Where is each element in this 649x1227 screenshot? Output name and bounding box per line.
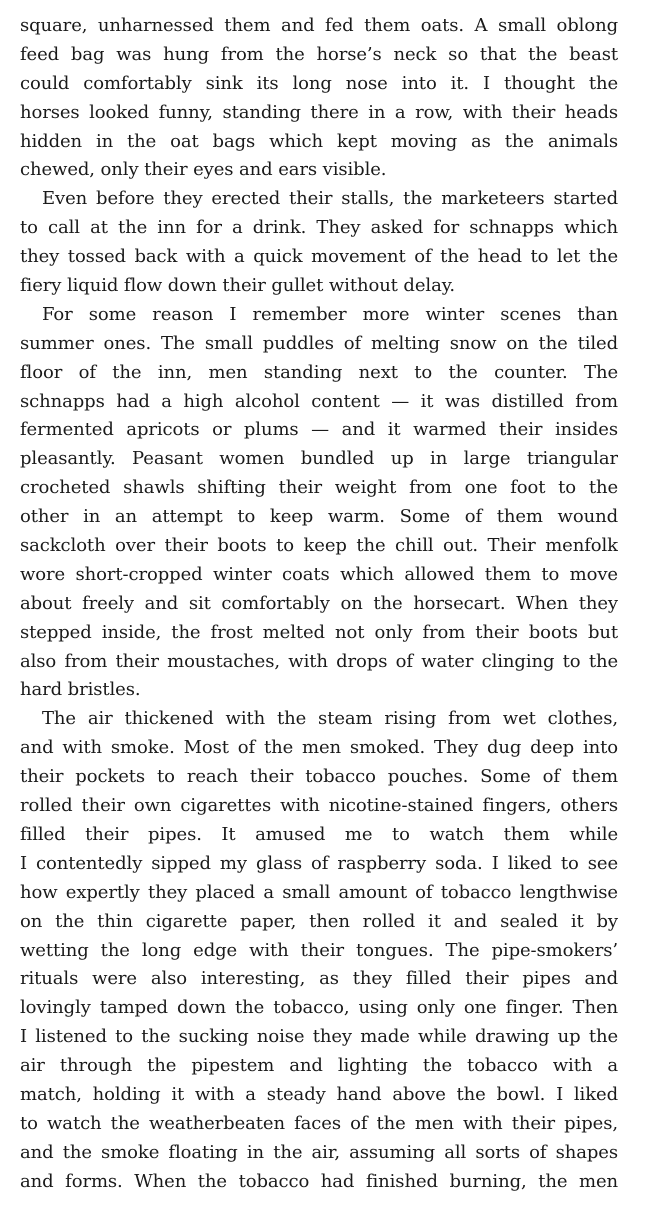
text-line: match, holding it with a steady hand above the bowl. I liked: [20, 1083, 618, 1105]
text-line: other in an attempt to keep warm. Some of them wound: [20, 506, 618, 528]
text-line: they tossed back with a quick movement of the head to let the: [20, 246, 618, 268]
text-line: about freely and sit comfortably on the horsecart. When they: [20, 592, 618, 614]
text-line: to watch the weatherbeaten faces of the men with their pipes,: [20, 1112, 618, 1134]
text-line: square, unharnessed them and fed them oats. A small oblong: [20, 15, 618, 36]
text-line: wore short-cropped winter coats which allowed them to move: [20, 563, 618, 585]
text-line: and the smoke floating in the air, assuming all sorts of shapes: [20, 1141, 618, 1163]
text-line: floor of the inn, men standing next to the counter. The: [20, 361, 618, 383]
text-line: fermented apricots or plums — and it warmed their insides: [20, 419, 618, 441]
text-line: schnapps had a high alcohol content — it was distilled from: [20, 390, 618, 412]
text-line: rituals were also interesting, as they filled their pipes and: [20, 968, 618, 990]
text-line: filled their pipes. It amused me to watch them while: [20, 823, 618, 845]
text-line: For some reason I remember more winter scenes than: [42, 303, 618, 325]
text-line: their pockets to reach their tobacco pouches. Some of them: [20, 766, 618, 788]
text-line: hard bristles.: [20, 679, 141, 701]
text-line: Even before they erected their stalls, the marketeers started: [42, 188, 618, 210]
text-line: on the thin cigarette paper, then rolled it and sealed it by: [20, 910, 618, 932]
paragraph: [20, 705, 618, 1196]
text-line: air through the pipestem and lighting the tobacco with a: [20, 1055, 618, 1077]
text-line: fiery liquid flow down their gullet without delay.: [20, 275, 455, 297]
text-line: horses looked funny, standing there in a row, with their heads: [20, 101, 618, 123]
text-line: wetting the long edge with their tongues. The pipe-smokers’: [20, 939, 618, 961]
text-line: also from their moustaches, with drops of water clinging to the: [20, 650, 618, 672]
text-line: feed bag was hung from the horse’s neck so that the beast: [20, 43, 618, 65]
text-line: summer ones. The small puddles of melting snow on the tiled: [20, 332, 618, 354]
paragraph: [20, 301, 618, 705]
text-line: chewed, only their eyes and ears visible.: [20, 159, 387, 181]
text-line: could comfortably sink its long nose into it. I thought the: [20, 72, 618, 94]
text-line: lovingly tamped down the tobacco, using only one finger. Then: [20, 997, 618, 1019]
book-page: [20, 12, 618, 1197]
text-line: to call at the inn for a drink. They asked for schnapps which: [20, 217, 618, 239]
text-line: The air thickened with the steam rising from wet clothes,: [42, 708, 618, 730]
text-line: rolled their own cigarettes with nicotine-stained fingers, others: [20, 795, 618, 817]
text-line: and with smoke. Most of the men smoked. They dug deep into: [20, 737, 618, 759]
text-line: I contentedly sipped my glass of raspberry soda. I liked to see: [20, 852, 618, 874]
text-line: hidden in the oat bags which kept moving as the animals: [20, 130, 618, 152]
text-line: and forms. When the tobacco had finished burning, the men: [20, 1170, 618, 1192]
text-line: stepped inside, the frost melted not only from their boots but: [20, 621, 618, 643]
text-line: pleasantly. Peasant women bundled up in large triangular: [20, 448, 618, 470]
paragraph: [20, 12, 618, 185]
paragraph: [20, 185, 618, 301]
text-line: sackcloth over their boots to keep the chill out. Their menfolk: [20, 535, 618, 557]
text-line: how expertly they placed a small amount of tobacco lengthwise: [20, 881, 618, 903]
text-line: crocheted shawls shifting their weight from one foot to the: [20, 477, 618, 499]
text-line: I listened to the sucking noise they made while drawing up the: [20, 1026, 618, 1048]
